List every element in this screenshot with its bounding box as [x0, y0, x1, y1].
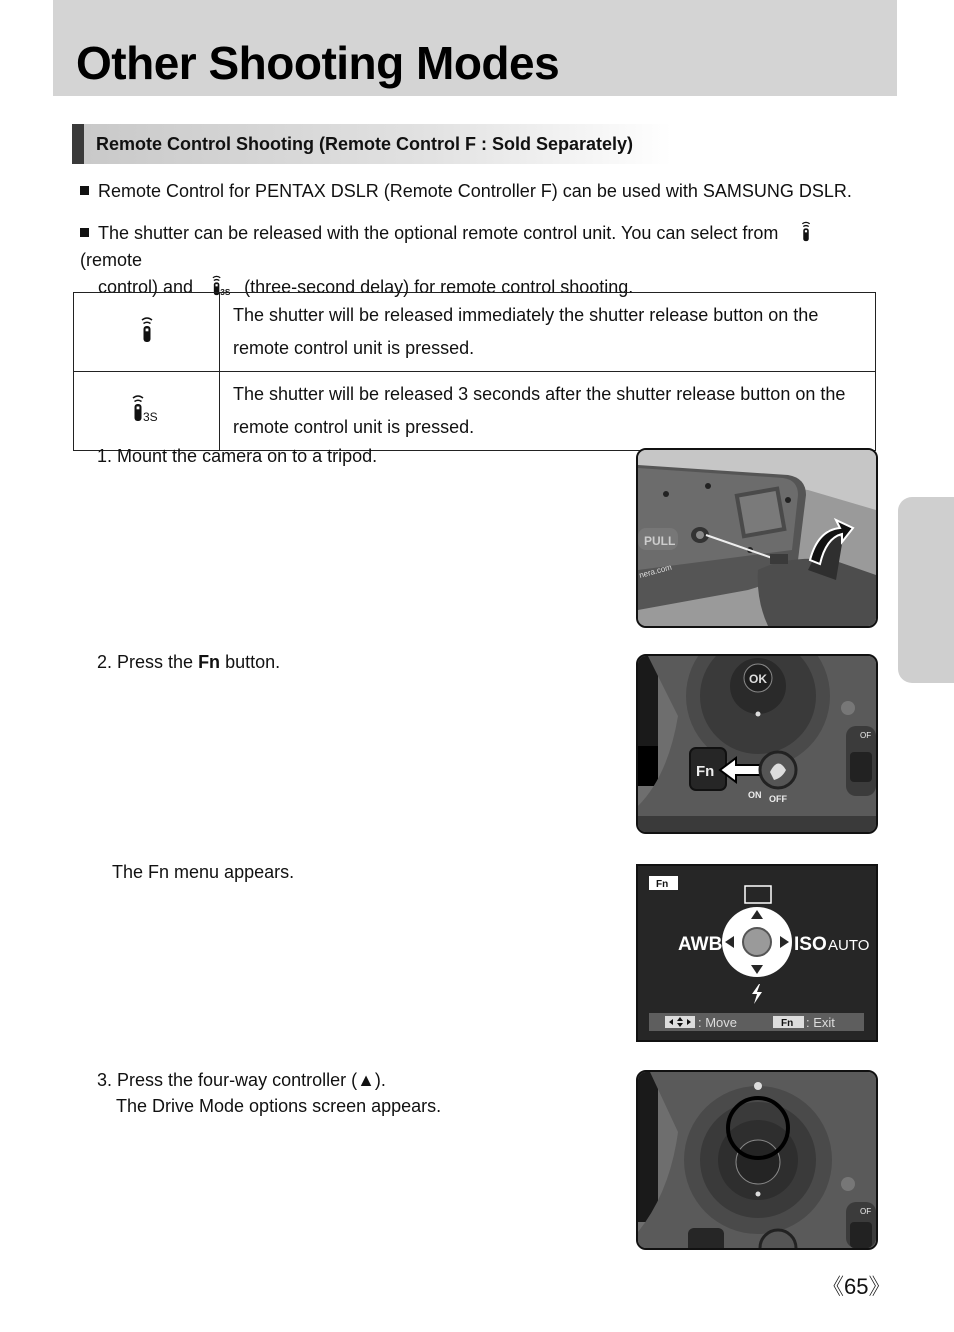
bullet-text: control) and [98, 277, 194, 297]
bullet-text: (three-second delay) for remote control shooting. [244, 277, 634, 297]
bullet-text: Remote Control for PENTAX DSLR (Remote Controller F) can be used with SAMSUNG DSLR. [98, 181, 852, 201]
partial-off-label: OF [860, 1207, 872, 1216]
pull-lever-label: PULL [644, 534, 676, 548]
bullet-text: (remote [80, 250, 143, 270]
fn-menu-screen [636, 864, 878, 1042]
table-icon-cell [74, 293, 220, 372]
remote-control-icon [795, 221, 817, 243]
iso-auto-label: AUTO [828, 937, 870, 954]
page-number: 《65》 [822, 1274, 891, 1299]
bullet-item-1 [80, 178, 860, 205]
step-2-suffix: button. [220, 652, 281, 672]
fn-key-label: Fn [696, 763, 715, 780]
table-description-cell: The shutter will be released immediately the shutter release button on the remote control unit is pressed. [220, 293, 876, 372]
fn-menu-note: The Fn menu appears. [112, 862, 295, 882]
fn-button-label: Fn [198, 652, 221, 672]
partial-off-label: OF [860, 731, 872, 740]
remote-3s-delay-icon [130, 394, 164, 424]
remote-control-icon [136, 316, 158, 344]
page-title: Other Shooting Modes [76, 37, 560, 89]
svg-text:3S: 3S [220, 288, 231, 297]
table-description-cell: The shutter will be released 3 seconds after the shutter release button on the remote control unit is pressed. [220, 372, 876, 451]
fn-tag-label: Fn [656, 879, 669, 890]
bullet-square-icon [80, 228, 89, 237]
fn-key-hint-label: Fn [781, 1018, 794, 1029]
iso-label: ISO [794, 934, 827, 955]
ok-button-label: OK [749, 672, 767, 686]
move-hint-label: : Move [698, 1015, 738, 1030]
awb-label: AWB [678, 934, 723, 955]
table-icon-cell [74, 372, 220, 451]
tripod-mount-photo [636, 448, 878, 628]
section-header [72, 124, 672, 164]
camera-four-way-controller-photo [636, 1070, 878, 1250]
exit-hint-label: : Exit [806, 1015, 835, 1030]
step-3-line-2: The Drive Mode options screen appears. [116, 1096, 442, 1116]
remote-modes-table [73, 292, 876, 451]
table-row [74, 372, 876, 451]
table-row [74, 293, 876, 372]
camera-engraving: nera.com [638, 562, 673, 580]
power-off-label: OFF [769, 794, 787, 804]
step-1-text: 1. Mount the camera on to a tripod. [97, 446, 378, 466]
bullet-text: The shutter can be released with the optional remote control unit. You can select from [98, 223, 779, 243]
step-3-text [97, 1067, 441, 1119]
camera-fn-button-photo [636, 654, 878, 834]
chapter-side-tab [898, 497, 954, 683]
svg-text:3S: 3S [142, 409, 158, 424]
bullet-square-icon [80, 186, 89, 195]
section-title: Remote Control Shooting (Remote Control F : Sold Separately) [96, 134, 634, 154]
step-2-text [97, 649, 280, 675]
power-on-label: ON [748, 790, 762, 800]
step-3-line-1: 3. Press the four-way controller (▲). [97, 1070, 386, 1090]
bullet-item-2 [80, 220, 860, 301]
step-2-prefix: 2. Press the [97, 652, 199, 672]
section-header-bar [72, 124, 84, 164]
